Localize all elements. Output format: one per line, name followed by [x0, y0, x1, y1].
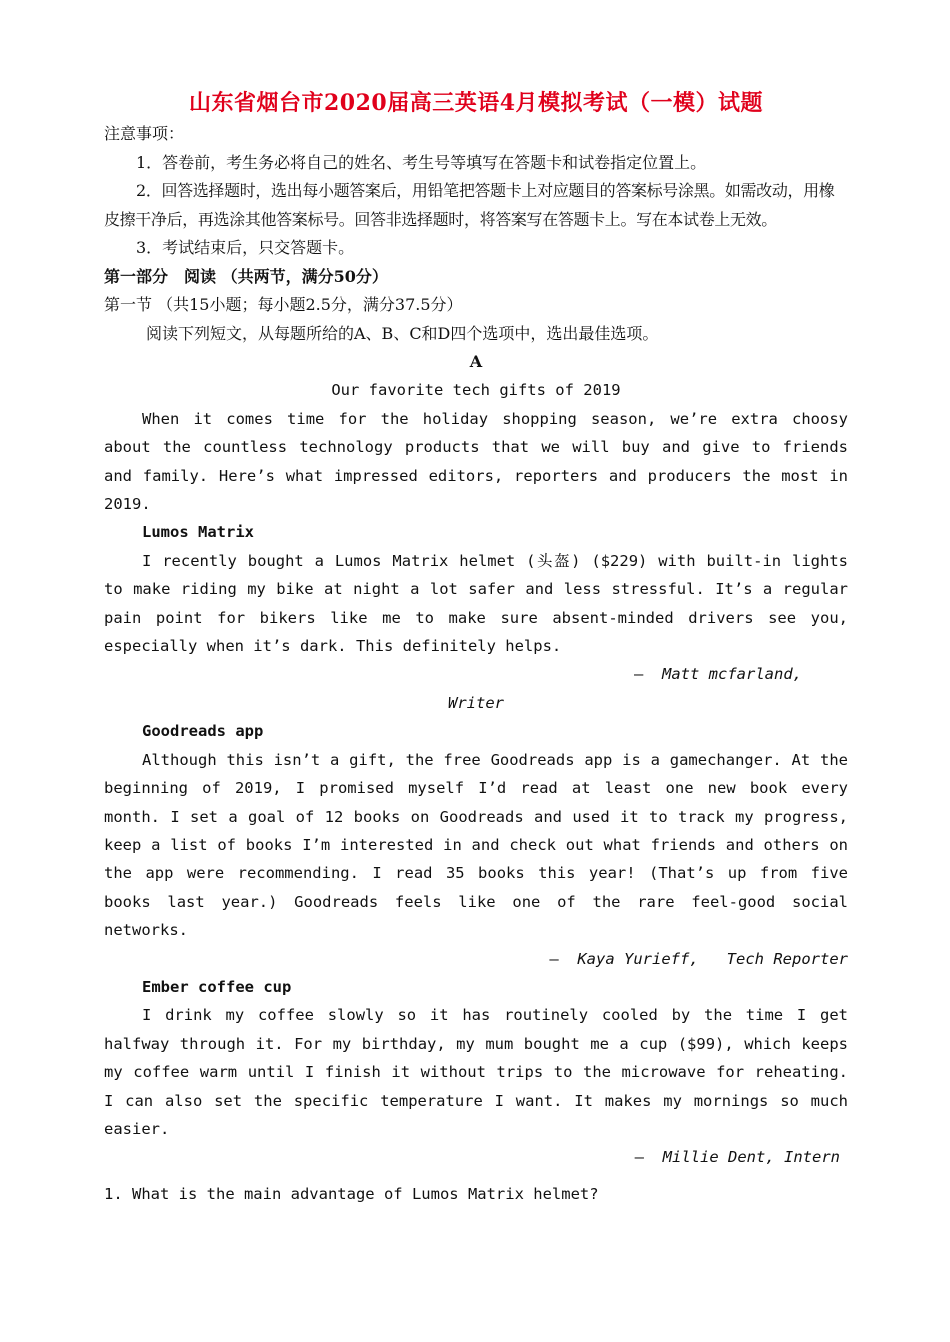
signature-dash: —	[549, 949, 559, 968]
item-heading-ember: Ember coffee cup	[142, 977, 292, 996]
passage-intro: When it comes time for the holiday shopping season, we’re extra choosy about the countless technology products that we will buy and give to friends and family. Here’s what impressed editors, reporters and producers the most in 2019.	[104, 409, 848, 514]
item-signature-lumos	[104, 660, 848, 688]
notice-item-3: 3．考试结束后，只交答题卡。	[136, 238, 355, 257]
page-title: 山东省烟台市2020届高三英语4月模拟考试（一模）试题	[188, 90, 764, 116]
instruction: 阅读下列短文，从每题所给的A、B、C和D四个选项中，选出最佳选项。	[146, 323, 659, 343]
notice-heading: 注意事项：	[104, 124, 185, 143]
passage-label: A	[469, 352, 483, 371]
part-heading: 第一部分 阅读 （共两节，满分50分）	[104, 266, 388, 286]
signature-dash: —	[634, 665, 644, 684]
signature-role: Tech Reporter	[726, 949, 848, 968]
item-signature-ember	[104, 1143, 848, 1171]
item-heading-goodreads: Goodreads app	[142, 722, 264, 741]
notice-item-2: 2．回答选择题时，选出每小题答案后，用铅笔把答题卡上对应题目的答案标号涂黑。如需改动，用橡皮擦干净后，再选涂其他答案标号。回答非选择题时，将答案写在答题卡上。写在本试卷上无效。	[104, 181, 835, 229]
exam-page	[104, 86, 848, 1208]
item-body-goodreads: Although this isn’t a gift, the free Goodreads app is a gamechanger. At the beginning of 2019, I promised myself I’d read at least one new book every month. I set a goal of 12 books on Goodreads and used it to track my progress, keep a list of books I’m interested in and check out what friends and others on the app were recommending. I read 35 books this year! (That’s up from five books last year.) Goodreads feels like one of the rare feel-good social networks.	[104, 750, 848, 940]
item-role-lumos: Writer	[448, 693, 504, 712]
item-body-lumos: I recently bought a Lumos Matrix helmet (头盔) ($229) with built-in lights to make riding my bike at night a lot safer and less stressful. It’s a regular pain point for bikers like me to make sure absent-minded drivers see you, especially when it’s dark. This definitely helps.	[104, 551, 848, 656]
signature-dash: —	[634, 1148, 644, 1167]
passage-title: Our favorite tech gifts of 2019	[331, 381, 621, 400]
item-body-ember: I drink my coffee slowly so it has routinely cooled by the time I get halfway through it. For my birthday, my mum bought me a cup ($99), which keeps my coffee warm until I finish it without trips to the microwave for reheating. I can also set the specific temperature I want. It makes my mornings so much easier.	[104, 1006, 848, 1138]
signature-author: Millie Dent,	[662, 1148, 775, 1167]
item-signature-goodreads	[104, 945, 848, 973]
item-heading-lumos: Lumos Matrix	[142, 523, 254, 542]
question-1: 1. What is the main advantage of Lumos Matrix helmet?	[104, 1184, 599, 1203]
section-heading: 第一节 （共15小题；每小题2.5分，满分37.5分）	[104, 295, 463, 314]
signature-author: Kaya Yurieff,	[577, 949, 699, 968]
signature-role: Intern	[784, 1148, 840, 1167]
signature-author: Matt mcfarland,	[662, 665, 802, 684]
notice-item-1: 1．答卷前，考生务必将自己的姓名、考生号等填写在答题卡和试卷指定位置上。	[136, 152, 707, 172]
